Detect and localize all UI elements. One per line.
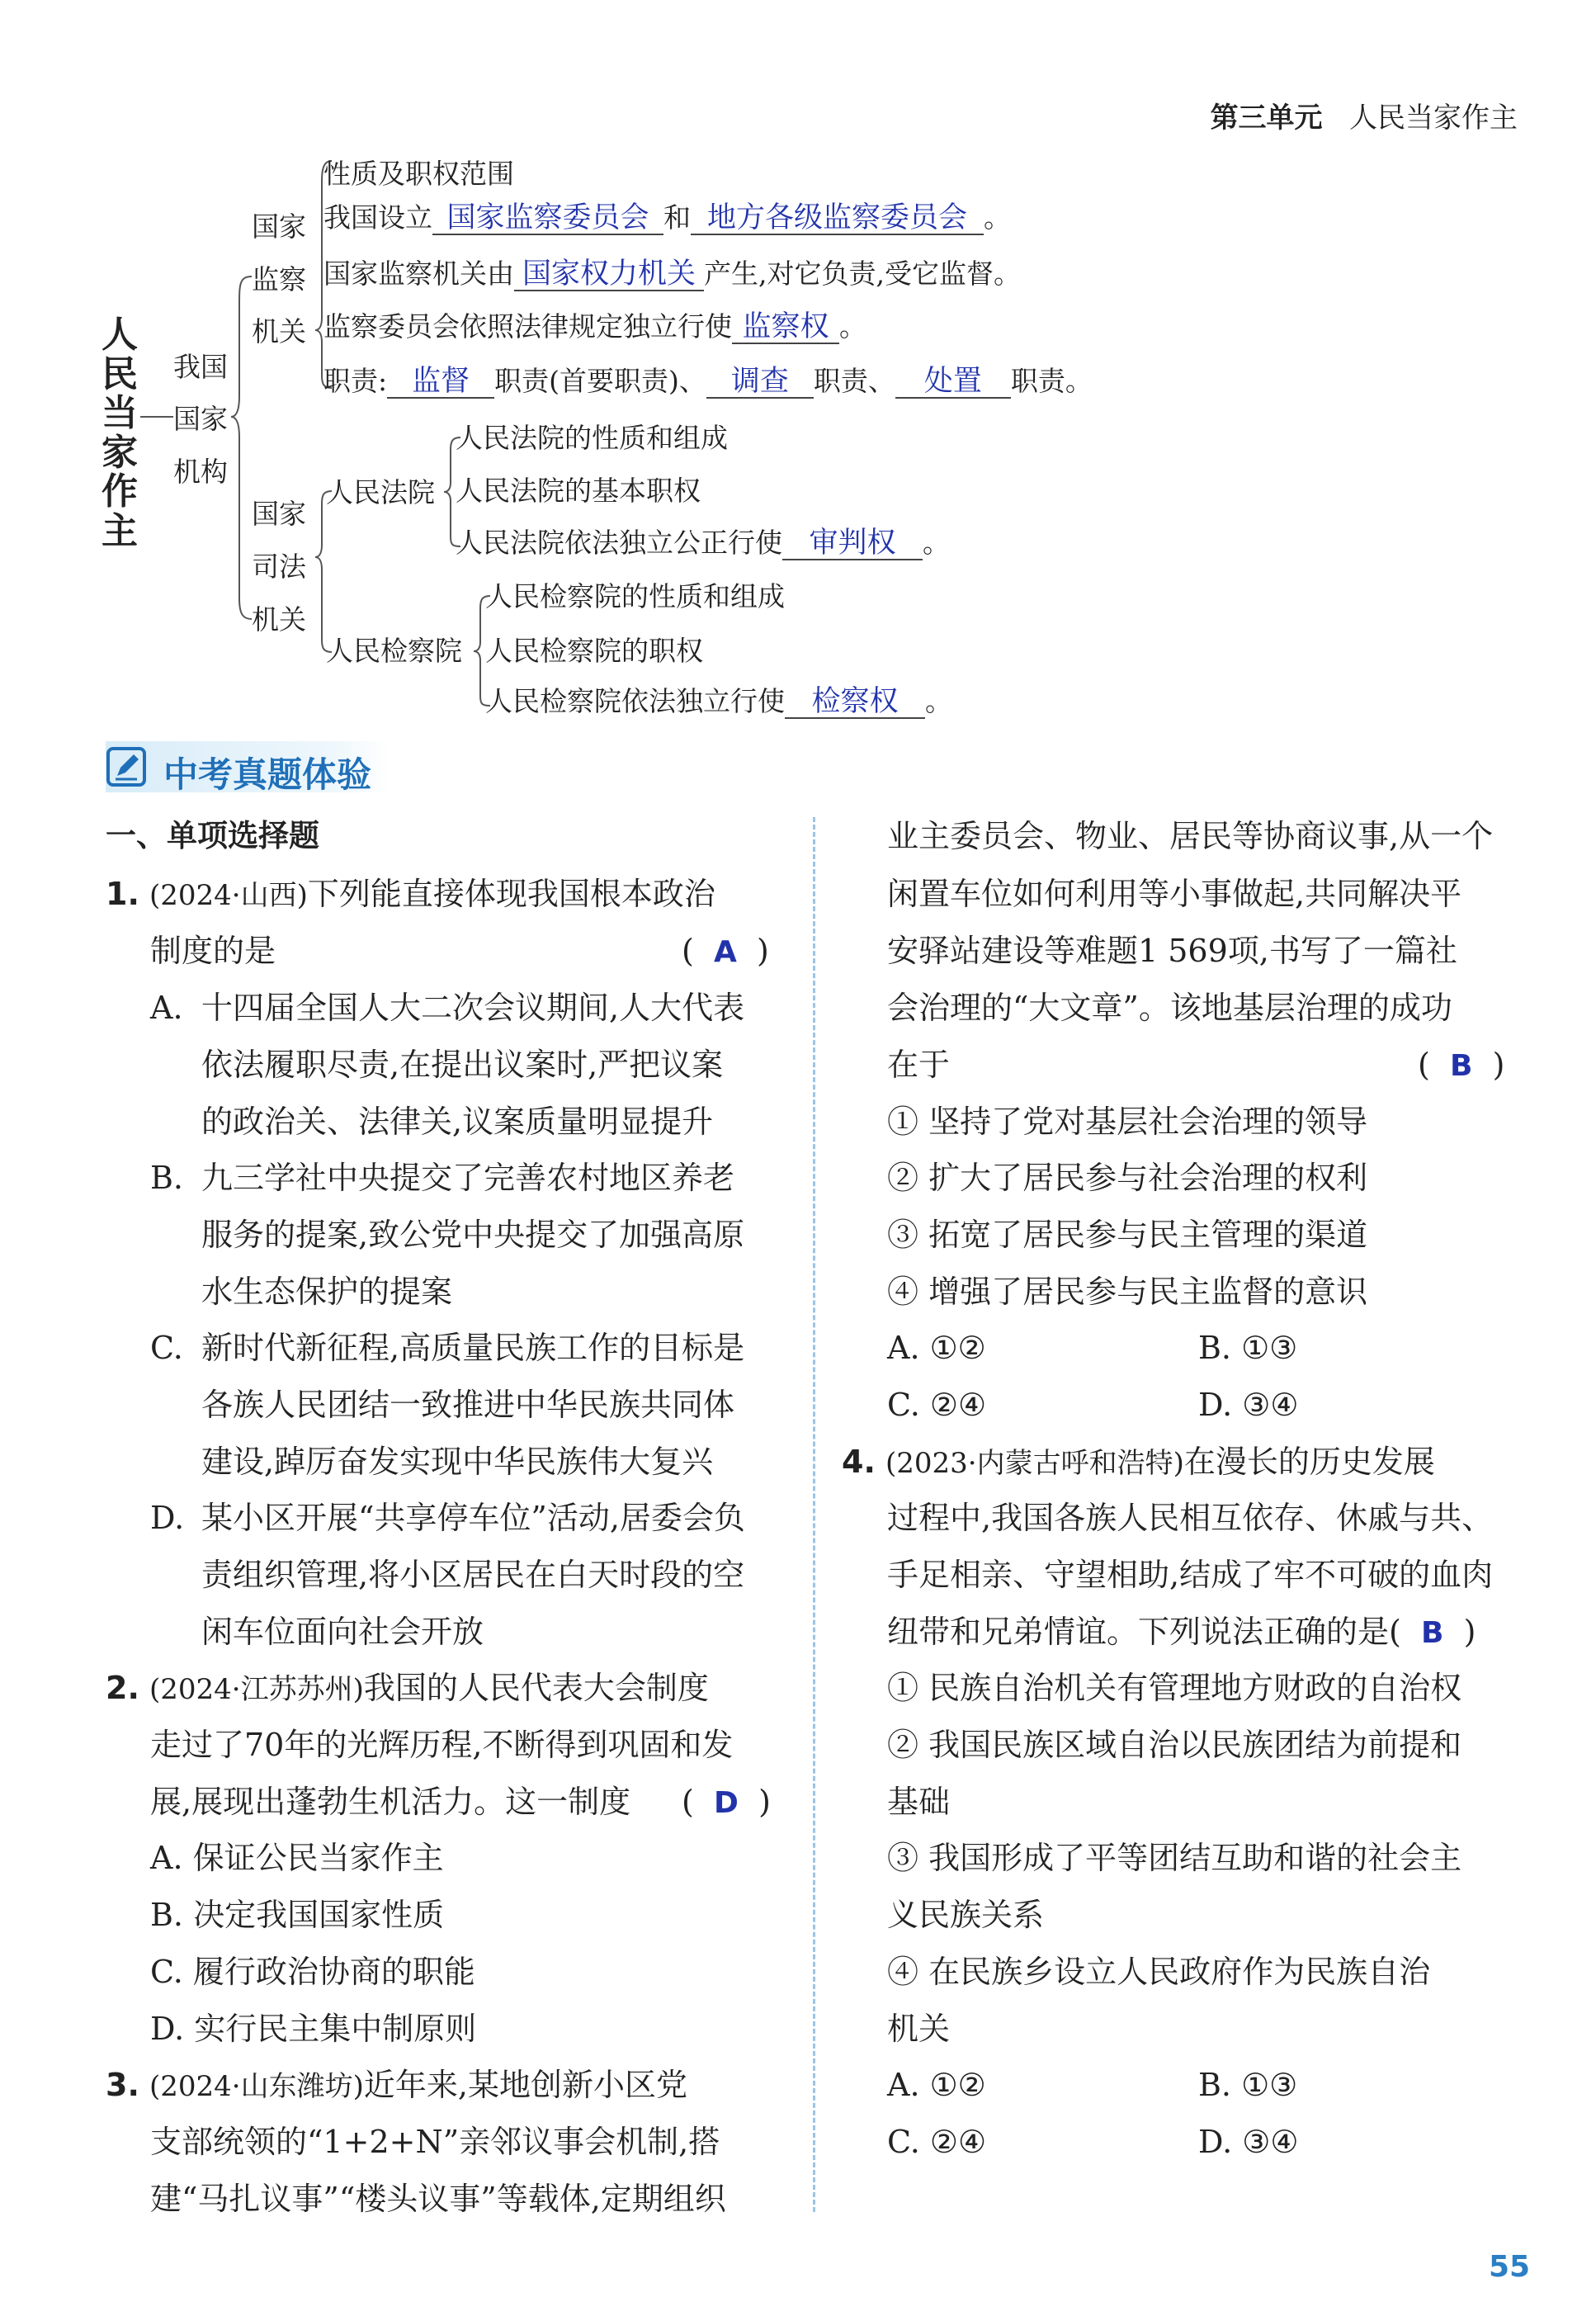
option-label: D. — [150, 2011, 185, 2047]
q2-option-b — [150, 1899, 444, 1931]
line-text: 职责、 — [813, 365, 895, 397]
q1-option-d-line-3: 闲车位面向社会开放 — [201, 1614, 484, 1650]
q1-option-d-line-1: 某小区开展“共享停车位”活动,居委会负 — [201, 1500, 745, 1536]
q1-line-2: 制度的是 — [150, 933, 276, 969]
q1-line-1 — [106, 878, 715, 910]
q1-option-b-line-3: 水生态保护的提案 — [201, 1274, 453, 1310]
line-text: 职责: — [323, 365, 388, 397]
q4-line-3: 手足相亲、守望相助,结成了牢不可破的血肉 — [887, 1557, 1494, 1593]
court-line-3 — [456, 528, 950, 560]
q1-option-c-label: C. — [150, 1330, 183, 1366]
q3-stem: 近年来,某地创新小区党 — [363, 2067, 687, 2103]
q1-option-b-label: B. — [150, 1160, 184, 1196]
q4-source: (2023·内蒙古呼和浩特) — [885, 1447, 1184, 1480]
line-text: 。 — [984, 201, 1011, 234]
supervision-label-2: 监察 — [252, 263, 306, 295]
q4-option-d: D. ③④ — [1198, 2124, 1299, 2160]
q3-item-4: ④ 增强了居民参与民主监督的意识 — [887, 1274, 1368, 1310]
q4-option-b: B. ①③ — [1198, 2067, 1298, 2103]
q2-line-2: 走过了70年的光辉历程,不断得到巩固和发 — [150, 1727, 734, 1763]
q1-option-a-label: A. — [150, 990, 183, 1026]
procuratorate-line-3 — [485, 687, 952, 719]
q3-number: 3. — [106, 2067, 139, 2103]
supervision-label-3: 机关 — [252, 315, 306, 347]
answer-blank: 检察权 — [785, 687, 925, 719]
q4-option-c: C. ②④ — [887, 2124, 987, 2160]
procuratorate-line-2: 人民检察院的职权 — [485, 635, 703, 667]
q3-option-d: D. ③④ — [1198, 1387, 1299, 1423]
q1-option-c-line-1: 新时代新征程,高质量民族工作的目标是 — [201, 1330, 745, 1366]
q3-line-5: 闲置车位如何利用等小事做起,共同解决平 — [887, 876, 1462, 912]
line-text: 。 — [839, 310, 866, 343]
q2-stem: 我国的人民代表大会制度 — [363, 1670, 709, 1706]
q4-line-2: 过程中,我国各族人民相互依存、休戚与共、 — [887, 1500, 1494, 1536]
paren: ) — [757, 933, 769, 969]
q1-answer-paren — [682, 935, 769, 967]
q4-item-3: ③ 我国形成了平等团结互助和谐的社会主 — [887, 1840, 1462, 1876]
procuratorate-label: 人民检察院 — [326, 635, 462, 667]
pencil-icon — [106, 746, 147, 787]
q3-option-a: A. ①② — [887, 1330, 986, 1366]
judicial-label-2: 司法 — [252, 551, 306, 583]
answer-blank: 审判权 — [782, 528, 923, 560]
q3-source: (2024·山东潍坊) — [149, 2070, 364, 2103]
q1-option-b-line-1: 九三学社中央提交了完善农村地区养老 — [201, 1160, 735, 1196]
q4-number: 4. — [842, 1444, 876, 1480]
supervision-line-4 — [323, 312, 866, 344]
paren: ( — [682, 1784, 694, 1820]
q2-option-a — [150, 1842, 444, 1874]
q1-source: (2024·山西) — [149, 879, 308, 912]
supervision-line-5 — [323, 366, 1093, 399]
q2-answer: D — [714, 1786, 739, 1820]
option-label: C. — [150, 1954, 183, 1990]
line-text: 。 — [925, 685, 952, 717]
option-text: 履行政治协商的职能 — [192, 1954, 475, 1990]
q1-stem: 下列能直接体现我国根本政治 — [307, 876, 715, 912]
line-text: 职责。 — [1010, 365, 1093, 397]
q4-stem: 在漫长的历史发展 — [1183, 1444, 1435, 1480]
option-label: B. — [150, 1897, 184, 1933]
judicial-label-3: 机关 — [252, 603, 306, 636]
q3-item-3: ③ 拓宽了居民参与民主管理的渠道 — [887, 1217, 1368, 1253]
page-number: 55 — [1489, 2250, 1531, 2284]
q2-answer-paren — [682, 1786, 771, 1818]
q4-answer: B — [1421, 1616, 1444, 1650]
option-text: 保证公民当家作主 — [192, 1840, 444, 1876]
q2-source: (2024·江苏苏州) — [149, 1673, 364, 1706]
court-label: 人民法院 — [326, 476, 435, 508]
q1-answer: A — [714, 935, 737, 969]
branch-label-1: 我国 — [173, 351, 228, 383]
q1-option-c-line-3: 建设,踔厉奋发实现中华民族伟大复兴 — [201, 1444, 714, 1480]
paren: ) — [1492, 1047, 1505, 1083]
line-text: 人民检察院依法独立行使 — [485, 685, 785, 717]
q2-option-d — [150, 2011, 477, 2047]
procuratorate-line-1: 人民检察院的性质和组成 — [485, 580, 785, 612]
paren: ( — [1389, 1614, 1401, 1650]
q1-option-a-line-3: 的政治关、法律关,议案质量明显提升 — [201, 1104, 714, 1140]
option-text: 决定我国国家性质 — [193, 1897, 445, 1933]
mindmap-root: 人民当家作主 — [102, 314, 138, 552]
paren: ( — [1418, 1047, 1430, 1083]
answer-blank: 处置 — [895, 366, 1011, 399]
q4-item-2-cont: 基础 — [887, 1784, 951, 1820]
q2-number: 2. — [106, 1670, 139, 1706]
q3-line-4: 业主委员会、物业、居民等协商议事,从一个 — [887, 818, 1494, 854]
line-text: 人民法院依法独立公正行使 — [456, 527, 782, 559]
answer-blank: 监督 — [387, 366, 494, 399]
paren: ) — [758, 1784, 771, 1820]
q1-option-b-line-2: 服务的提案,致公党中央提交了加强高原 — [201, 1217, 745, 1253]
section-subtitle: 一、单项选择题 — [106, 818, 319, 853]
q4-line-4 — [887, 1616, 1476, 1648]
q3-item-1: ① 坚持了党对基层社会治理的领导 — [887, 1104, 1368, 1140]
supervision-line-3 — [323, 259, 1021, 291]
q2-option-c — [150, 1956, 475, 1988]
q3-line-8: 在于 — [887, 1047, 951, 1083]
q4-item-4: ④ 在民族乡设立人民政府作为民族自治 — [887, 1954, 1431, 1990]
q1-option-d-line-2: 责组织管理,将小区居民在白天时段的空 — [201, 1557, 745, 1593]
answer-blank: 地方各级监察委员会 — [691, 203, 984, 235]
q3-line-6: 安驿站建设等难题1 569项,书写了一篇社 — [887, 933, 1457, 969]
answer-blank: 国家监察委员会 — [432, 203, 663, 235]
q3-line-1 — [106, 2069, 687, 2101]
q2-line-1 — [106, 1672, 709, 1704]
q1-option-d-label: D. — [150, 1500, 185, 1536]
line-text: 产生,对它负责,受它监督。 — [704, 258, 1021, 290]
q3-line-3: 建“马扎议事”“楼头议事”等载体,定期组织 — [150, 2181, 726, 2217]
line-text: 国家监察机关由 — [323, 258, 514, 290]
q4-item-2: ② 我国民族区域自治以民族团结为前提和 — [887, 1727, 1462, 1763]
supervision-line-1: 性质及职权范围 — [323, 158, 514, 190]
q3-option-b: B. ①③ — [1198, 1330, 1298, 1366]
line-text: 监察委员会依照法律规定独立行使 — [323, 310, 732, 343]
q1-number: 1. — [106, 876, 139, 912]
branch-label-3: 机构 — [173, 456, 228, 488]
q3-answer-paren — [1418, 1049, 1504, 1081]
answer-blank: 监察权 — [732, 312, 839, 344]
option-label: A. — [150, 1840, 183, 1876]
unit-label: 第三单元 — [1210, 102, 1323, 135]
q4-line-1 — [842, 1444, 1435, 1480]
court-line-2: 人民法院的基本职权 — [456, 475, 701, 507]
branch-label-2: 国家 — [173, 403, 228, 435]
q3-answer: B — [1450, 1049, 1473, 1083]
q3-item-2: ② 扩大了居民参与社会治理的权利 — [887, 1160, 1368, 1196]
q3-line-7: 会治理的“大文章”。该地基层治理的成功 — [887, 990, 1452, 1026]
paren: ) — [1463, 1614, 1476, 1650]
q2-line-3: 展,展现出蓬勃生机活力。这一制度 — [150, 1784, 631, 1820]
q4-option-a: A. ①② — [887, 2067, 986, 2103]
q3-option-c: C. ②④ — [887, 1387, 987, 1423]
line-text: 和 — [663, 201, 691, 234]
line-text: 职责(首要职责)、 — [494, 365, 706, 397]
q1-option-a-line-2: 依法履职尽责,在提出议案时,严把议案 — [201, 1047, 724, 1083]
q4-stem: 纽带和兄弟情谊。下列说法正确的是 — [887, 1614, 1390, 1650]
line-text: 我国设立 — [323, 201, 432, 234]
supervision-label-1: 国家 — [252, 210, 306, 243]
judicial-label-1: 国家 — [252, 498, 306, 530]
court-line-1: 人民法院的性质和组成 — [456, 422, 728, 454]
column-divider — [813, 817, 815, 2212]
section-title: 中考真题体验 — [163, 754, 372, 795]
q4-item-3-cont: 义民族关系 — [887, 1897, 1045, 1933]
answer-blank: 国家权力机关 — [514, 259, 704, 291]
q4-item-1: ① 民族自治机关有管理地方财政的自治权 — [887, 1670, 1462, 1706]
paren: ( — [682, 933, 694, 969]
line-text: 。 — [923, 527, 950, 559]
answer-blank: 调查 — [706, 366, 814, 399]
option-text: 实行民主集中制原则 — [194, 2011, 477, 2047]
q4-item-4-cont: 机关 — [887, 2011, 951, 2047]
supervision-line-2 — [323, 203, 1011, 235]
unit-title: 人民当家作主 — [1349, 102, 1518, 135]
q1-option-a-line-1: 十四届全国人大二次会议期间,人大代表 — [201, 990, 745, 1026]
q3-line-2: 支部统领的“1+2+N”亲邻议事会机制,搭 — [150, 2124, 720, 2160]
q1-option-c-line-2: 各族人民团结一致推进中华民族共同体 — [201, 1387, 735, 1423]
